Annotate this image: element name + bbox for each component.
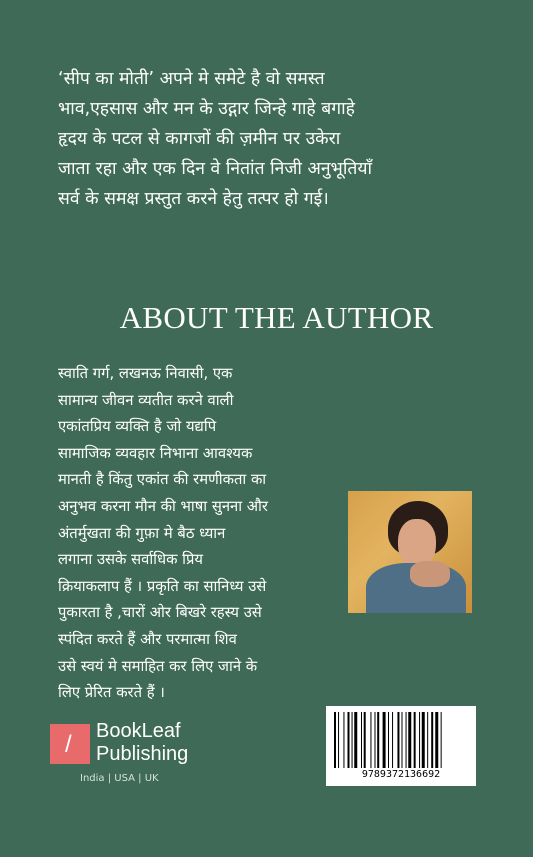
blurb-line: सर्व के समक्ष प्रस्तुत करने हेतु तत्पर हो गई। [58, 189, 329, 209]
blurb-line: हृदय के पटल से कागजों की ज़मीन पर उकेरा [58, 129, 341, 149]
about-author-heading: ABOUT THE AUTHOR [119, 300, 434, 335]
bio-line: मानती है किंतु एकांत की रमणीकता का [58, 471, 267, 489]
bookleaf-logo-icon [50, 724, 90, 764]
photo-face [398, 519, 436, 567]
publisher-name-line2: Publishing [96, 743, 189, 765]
blurb-line: ‘सीप का मोती’ अपने मे समेटे है वो समस्त [58, 69, 325, 89]
bio-line: पुकारता है ,चारों ओर बिखरे रहस्य उसे [58, 604, 262, 622]
isbn-barcode [326, 706, 476, 786]
bio-line: स्पंदित करते हैं और परमात्मा शिव [58, 630, 237, 648]
bio-line: उसे स्वयं मे समाहित कर लिए जाने के [58, 657, 258, 675]
bio-line: अंतर्मुखता की गुफ़ा मे बैठ ध्यान [58, 524, 226, 542]
bio-line: क्रियाकलाप हैं । प्रकृति का सानिध्य उसे [58, 577, 267, 595]
barcode-bars-icon [334, 712, 468, 768]
publisher-regions: India | USA | UK [80, 773, 159, 784]
bio-line: लगाना उसके सर्वाधिक प्रिय [58, 551, 204, 569]
logo-glyph: / [65, 731, 72, 758]
bio-line: लिए प्रेरित करते हैं । [58, 684, 165, 702]
photo-hand [410, 561, 450, 587]
publisher-name [96, 720, 188, 766]
blurb-line: जाता रहा और एक दिन वे नितांत निजी अनुभूतियाँ [58, 159, 373, 179]
back-cover-blurb [58, 64, 478, 214]
author-bio [58, 361, 358, 707]
publisher-name-line1: BookLeaf [96, 720, 181, 742]
isbn-number: 9789372136692 [361, 769, 441, 780]
blurb-line: भाव,एहसास और मन के उद्गार जिन्हे गाहे बगाहे [58, 99, 355, 119]
bio-line: सामान्य जीवन व्यतीत करने वाली [58, 391, 234, 409]
bio-line: सामाजिक व्यवहार निभाना आवश्यक [58, 444, 253, 462]
bio-line: स्वाति गर्ग, लखनऊ निवासी, एक [58, 365, 233, 382]
author-photo [348, 491, 472, 613]
bio-line: एकांतप्रिय व्यक्ति है जो यद्यपि [58, 418, 217, 436]
bio-line: अनुभव करना मौन की भाषा सुनना और [58, 497, 268, 515]
